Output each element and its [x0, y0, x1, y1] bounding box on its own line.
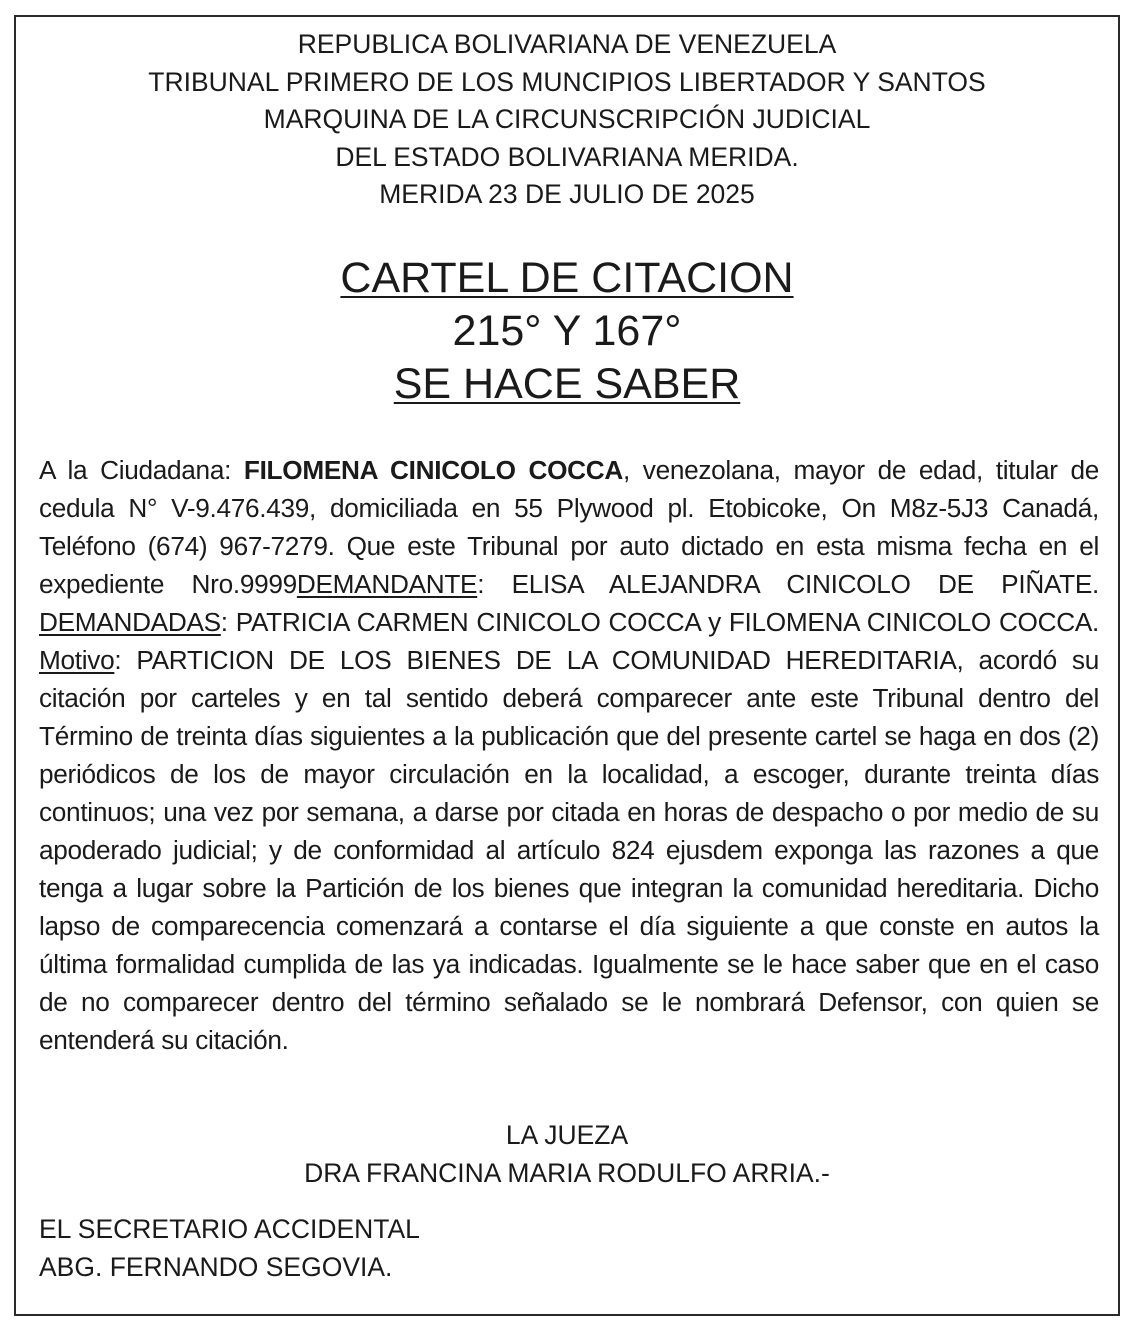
- demandadas-label: DEMANDADAS: [39, 607, 221, 637]
- header-line-country: REPUBLICA BOLIVARIANA DE VENEZUELA: [297, 29, 837, 59]
- court-header: [0, 26, 1134, 214]
- body-part-1: , venezolana, mayor de edad, titular de cedula N° V-9.476.439, domiciliada en 55 Plywood pl. Etobicoke, On M8z-5J3 Canadá, Teléfono (674) 967-7279. Que este Tribunal por auto dictado en esta misma fecha en el expediente Nro.9999: [39, 455, 1100, 599]
- secretary-signature: [39, 1211, 420, 1286]
- secretary-role: EL SECRETARIO ACCIDENTAL: [39, 1214, 420, 1244]
- notice-years: 215° Y 167°: [452, 307, 682, 355]
- header-line-circumscription: MARQUINA DE LA CIRCUNSCRIPCIÓN JUDICIAL: [263, 104, 871, 134]
- motivo-label: Motivo: [39, 645, 115, 675]
- judge-name: DRA FRANCINA MARIA RODULFO ARRIA.-: [304, 1157, 830, 1188]
- judge-signature: [0, 1117, 1134, 1192]
- body-part-4: : PARTICION DE LOS BIENES DE LA COMUNIDAD HEREDITARIA, acordó su citación por carteles y en tal sentido deberá comparecer ante este Tribunal dentro del Término de treinta días siguientes a la publicación que del presente cartel se haga en dos (2) periódicos de los de mayor circulación en la localidad, a escoger, durante treinta días continuos; una vez por semana, a darse por citada en horas de despacho o por medio de su apoderado judicial; y de conformidad al artículo 824 ejusdem exponga las razones a que tenga a lugar sobre la Partición de los bienes que integran la comunidad hereditaria. Dicho lapso de comparecencia comenzará a contarse el día siguiente a que conste en autos la última formalidad cumplida de las ya indicadas. Igualmente se le hace saber que en el caso de no comparecer dentro del término señalado se le nombrará Defensor, con quien se entenderá su citación.: [39, 645, 1099, 1055]
- secretary-name: ABG. FERNANDO SEGOVIA.: [39, 1251, 393, 1282]
- header-line-tribunal: TRIBUNAL PRIMERO DE LOS MUNCIPIOS LIBERTADOR Y SANTOS: [148, 66, 986, 97]
- demandante-label: DEMANDANTE: [296, 569, 478, 599]
- judge-role: LA JUEZA: [505, 1120, 629, 1150]
- body-part-3: : PATRICIA CARMEN CINICOLO COCCA y FILOMENA CINICOLO COCCA.: [220, 607, 1099, 637]
- body-part-2: : ELISA ALEJANDRA CINICOLO DE PIÑATE.: [477, 569, 1099, 599]
- notice-body: [39, 451, 1099, 1059]
- notice-subtitle: SE HACE SABER: [393, 360, 741, 408]
- citizen-name: FILOMENA CINICOLO COCCA: [243, 455, 623, 485]
- notice-title: CARTEL DE CITACION: [340, 254, 794, 302]
- header-line-state: DEL ESTADO BOLIVARIANA MERIDA.: [335, 141, 799, 172]
- notice-titles: [0, 252, 1134, 411]
- header-line-date: MERIDA 23 DE JULIO DE 2025: [379, 179, 755, 209]
- body-intro: A la Ciudadana:: [39, 455, 244, 485]
